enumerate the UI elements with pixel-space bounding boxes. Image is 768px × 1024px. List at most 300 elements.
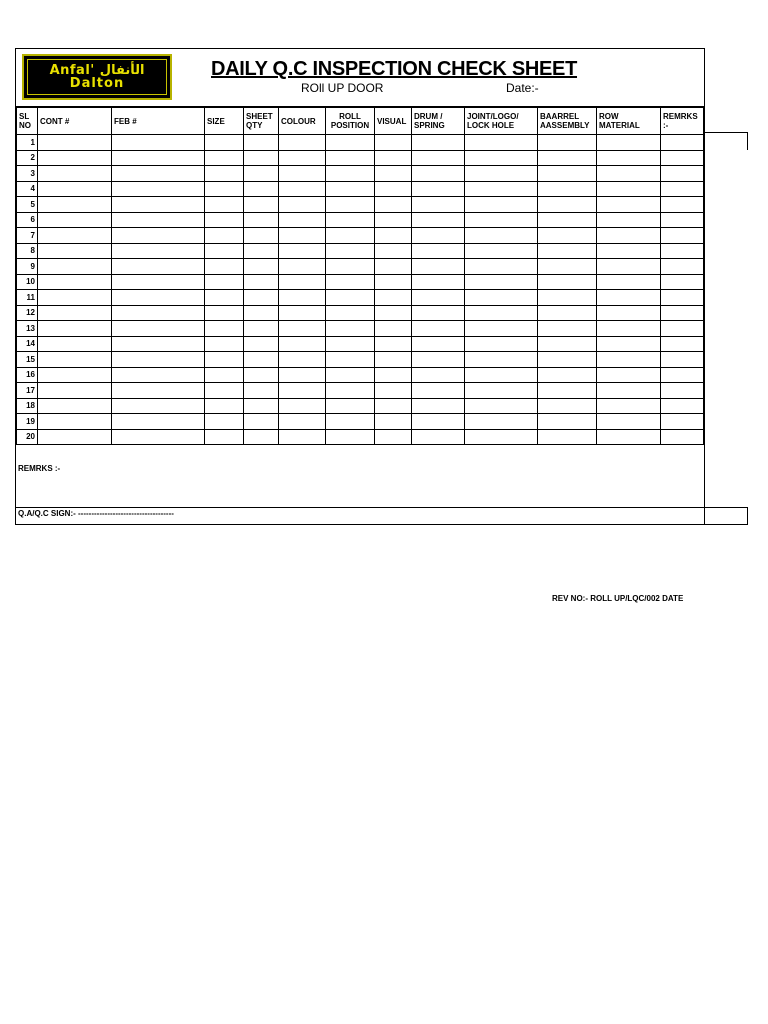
table-cell[interactable] <box>279 336 326 352</box>
table-cell[interactable] <box>412 290 465 306</box>
table-cell[interactable] <box>538 383 597 399</box>
col-header-roll-position: ROLL POSITION <box>326 108 375 135</box>
table-cell[interactable] <box>326 197 375 213</box>
table-cell[interactable] <box>279 367 326 383</box>
table-cell[interactable] <box>661 135 704 151</box>
table-cell[interactable] <box>326 150 375 166</box>
table-cell[interactable] <box>326 414 375 430</box>
table-cell[interactable] <box>538 243 597 259</box>
qa-qc-sign-row[interactable] <box>15 507 748 525</box>
table-cell[interactable] <box>38 290 112 306</box>
table-cell[interactable] <box>412 398 465 414</box>
table-row <box>17 367 704 383</box>
table-cell[interactable] <box>112 243 205 259</box>
table-cell[interactable] <box>38 305 112 321</box>
table-cell[interactable] <box>326 228 375 244</box>
col-header-remarks: REMRKS :- <box>661 108 704 135</box>
table-cell[interactable] <box>326 290 375 306</box>
table-cell[interactable] <box>279 243 326 259</box>
table-cell[interactable] <box>279 414 326 430</box>
table-cell[interactable] <box>326 243 375 259</box>
table-cell[interactable] <box>279 305 326 321</box>
sign-label: Q.A/Q.C SIGN:- <box>18 509 76 518</box>
table-cell[interactable] <box>597 166 661 182</box>
table-cell[interactable] <box>279 321 326 337</box>
row-serial-number: 13 <box>17 321 38 337</box>
table-cell[interactable] <box>244 181 279 197</box>
table-cell[interactable] <box>279 228 326 244</box>
table-cell[interactable] <box>597 414 661 430</box>
table-cell[interactable] <box>38 352 112 368</box>
table-cell[interactable] <box>38 383 112 399</box>
table-cell[interactable] <box>112 228 205 244</box>
table-cell[interactable] <box>244 305 279 321</box>
table-cell[interactable] <box>597 259 661 275</box>
table-cell[interactable] <box>465 150 538 166</box>
row-serial-number: 12 <box>17 305 38 321</box>
table-cell[interactable] <box>38 274 112 290</box>
table-cell[interactable] <box>279 135 326 151</box>
table-cell[interactable] <box>412 274 465 290</box>
table-cell[interactable] <box>205 197 244 213</box>
table-cell[interactable] <box>375 150 412 166</box>
table-cell[interactable] <box>465 290 538 306</box>
table-cell[interactable] <box>112 274 205 290</box>
table-cell[interactable] <box>279 212 326 228</box>
table-cell[interactable] <box>661 243 704 259</box>
table-cell[interactable] <box>205 135 244 151</box>
col-header-feb: FEB # <box>112 108 205 135</box>
table-cell[interactable] <box>375 274 412 290</box>
table-cell[interactable] <box>244 274 279 290</box>
table-header-row <box>17 108 704 135</box>
table-cell[interactable] <box>597 150 661 166</box>
table-cell[interactable] <box>244 197 279 213</box>
table-cell[interactable] <box>597 352 661 368</box>
table-cell[interactable] <box>375 352 412 368</box>
table-cell[interactable] <box>375 181 412 197</box>
table-cell[interactable] <box>465 135 538 151</box>
table-cell[interactable] <box>244 290 279 306</box>
col-header-sl-no: SL NO <box>17 108 38 135</box>
table-cell[interactable] <box>412 352 465 368</box>
table-cell[interactable] <box>412 166 465 182</box>
table-cell[interactable] <box>661 336 704 352</box>
table-cell[interactable] <box>375 135 412 151</box>
table-cell[interactable] <box>661 259 704 275</box>
table-cell[interactable] <box>279 383 326 399</box>
table-cell[interactable] <box>112 429 205 445</box>
table-cell[interactable] <box>244 259 279 275</box>
table-cell[interactable] <box>326 352 375 368</box>
table-row <box>17 352 704 368</box>
table-cell[interactable] <box>597 197 661 213</box>
table-cell[interactable] <box>538 228 597 244</box>
table-cell[interactable] <box>112 414 205 430</box>
table-cell[interactable] <box>112 290 205 306</box>
table-cell[interactable] <box>38 398 112 414</box>
table-cell[interactable] <box>465 228 538 244</box>
table-cell[interactable] <box>465 181 538 197</box>
table-cell[interactable] <box>538 290 597 306</box>
table-cell[interactable] <box>38 181 112 197</box>
row-serial-number: 3 <box>17 166 38 182</box>
table-cell[interactable] <box>538 274 597 290</box>
table-cell[interactable] <box>538 150 597 166</box>
table-row <box>17 336 704 352</box>
row-serial-number: 5 <box>17 197 38 213</box>
table-cell[interactable] <box>279 274 326 290</box>
row-serial-number: 16 <box>17 367 38 383</box>
col-header-visual: VISUAL <box>375 108 412 135</box>
table-cell[interactable] <box>412 135 465 151</box>
sheet-header <box>16 49 704 107</box>
table-cell[interactable] <box>661 197 704 213</box>
col-header-size: SIZE <box>205 108 244 135</box>
table-cell[interactable] <box>279 259 326 275</box>
table-cell[interactable] <box>375 367 412 383</box>
table-cell[interactable] <box>205 290 244 306</box>
table-cell[interactable] <box>661 367 704 383</box>
table-cell[interactable] <box>661 166 704 182</box>
table-cell[interactable] <box>112 352 205 368</box>
table-cell[interactable] <box>412 197 465 213</box>
table-cell[interactable] <box>465 166 538 182</box>
table-cell[interactable] <box>597 181 661 197</box>
table-cell[interactable] <box>661 321 704 337</box>
row-serial-number: 10 <box>17 274 38 290</box>
table-cell[interactable] <box>38 243 112 259</box>
col-header-sheet-qty: SHEET QTY <box>244 108 279 135</box>
table-cell[interactable] <box>412 305 465 321</box>
table-cell[interactable] <box>661 228 704 244</box>
table-cell[interactable] <box>112 305 205 321</box>
table-row <box>17 398 704 414</box>
table-cell[interactable] <box>412 243 465 259</box>
table-cell[interactable] <box>375 321 412 337</box>
table-cell[interactable] <box>326 321 375 337</box>
table-cell[interactable] <box>597 383 661 399</box>
table-cell[interactable] <box>375 197 412 213</box>
table-cell[interactable] <box>597 321 661 337</box>
sheet-subtitle: ROll UP DOOR <box>301 81 384 95</box>
table-cell[interactable] <box>244 367 279 383</box>
table-cell[interactable] <box>205 336 244 352</box>
table-cell[interactable] <box>112 212 205 228</box>
table-cell[interactable] <box>597 135 661 151</box>
col-header-drum-spring: DRUM / SPRING <box>412 108 465 135</box>
table-cell[interactable] <box>412 259 465 275</box>
table-cell[interactable] <box>538 352 597 368</box>
table-row <box>17 166 704 182</box>
table-cell[interactable] <box>326 336 375 352</box>
table-cell[interactable] <box>326 259 375 275</box>
table-cell[interactable] <box>412 321 465 337</box>
table-row <box>17 274 704 290</box>
table-cell[interactable] <box>244 321 279 337</box>
table-cell[interactable] <box>326 166 375 182</box>
table-cell[interactable] <box>38 321 112 337</box>
table-cell[interactable] <box>205 166 244 182</box>
table-cell[interactable] <box>412 367 465 383</box>
table-cell[interactable] <box>375 259 412 275</box>
table-cell[interactable] <box>205 352 244 368</box>
table-cell[interactable] <box>205 398 244 414</box>
table-cell[interactable] <box>326 274 375 290</box>
table-cell[interactable] <box>412 429 465 445</box>
table-cell[interactable] <box>205 305 244 321</box>
table-cell[interactable] <box>661 305 704 321</box>
table-cell[interactable] <box>205 429 244 445</box>
table-cell[interactable] <box>465 259 538 275</box>
table-cell[interactable] <box>597 212 661 228</box>
table-cell[interactable] <box>661 429 704 445</box>
table-cell[interactable] <box>112 383 205 399</box>
table-cell[interactable] <box>244 135 279 151</box>
table-cell[interactable] <box>375 414 412 430</box>
row-serial-number: 18 <box>17 398 38 414</box>
table-cell[interactable] <box>326 429 375 445</box>
table-cell[interactable] <box>326 367 375 383</box>
row-serial-number: 15 <box>17 352 38 368</box>
table-cell[interactable] <box>465 305 538 321</box>
table-cell[interactable] <box>112 135 205 151</box>
table-cell[interactable] <box>205 243 244 259</box>
col-header-joint-logo-lock-hole: JOINT/LOGO/ LOCK HOLE <box>465 108 538 135</box>
table-cell[interactable] <box>279 150 326 166</box>
company-logo <box>22 54 172 100</box>
row-serial-number: 2 <box>17 150 38 166</box>
table-cell[interactable] <box>412 150 465 166</box>
table-cell[interactable] <box>279 197 326 213</box>
table-cell[interactable] <box>205 383 244 399</box>
table-cell[interactable] <box>465 367 538 383</box>
table-cell[interactable] <box>112 150 205 166</box>
table-cell[interactable] <box>465 321 538 337</box>
table-cell[interactable] <box>538 166 597 182</box>
table-cell[interactable] <box>244 352 279 368</box>
table-cell[interactable] <box>279 352 326 368</box>
table-cell[interactable] <box>661 274 704 290</box>
col-header-row-material: ROW MATERIAL <box>597 108 661 135</box>
row-serial-number: 17 <box>17 383 38 399</box>
table-cell[interactable] <box>38 414 112 430</box>
table-cell[interactable] <box>375 166 412 182</box>
table-cell[interactable] <box>538 367 597 383</box>
table-cell[interactable] <box>597 429 661 445</box>
sign-line: ------------------------------------ <box>78 509 174 518</box>
revision-number: REV NO:- ROLL UP/LQC/002 DATE <box>552 594 684 603</box>
table-cell[interactable] <box>38 135 112 151</box>
col-header-cont: CONT # <box>38 108 112 135</box>
table-cell[interactable] <box>538 336 597 352</box>
table-cell[interactable] <box>661 383 704 399</box>
sheet-title: DAILY Q.C INSPECTION CHECK SHEET <box>211 58 578 80</box>
table-cell[interactable] <box>244 383 279 399</box>
table-cell[interactable] <box>38 367 112 383</box>
table-cell[interactable] <box>244 398 279 414</box>
table-cell[interactable] <box>112 321 205 337</box>
table-cell[interactable] <box>375 290 412 306</box>
table-cell[interactable] <box>244 228 279 244</box>
table-cell[interactable] <box>205 150 244 166</box>
table-cell[interactable] <box>597 336 661 352</box>
table-cell[interactable] <box>38 228 112 244</box>
table-cell[interactable] <box>661 414 704 430</box>
table-cell[interactable] <box>244 243 279 259</box>
table-cell[interactable] <box>38 259 112 275</box>
table-cell[interactable] <box>205 228 244 244</box>
table-cell[interactable] <box>112 398 205 414</box>
table-cell[interactable] <box>597 290 661 306</box>
table-cell[interactable] <box>205 259 244 275</box>
table-cell[interactable] <box>538 135 597 151</box>
table-cell[interactable] <box>661 150 704 166</box>
table-row <box>17 228 704 244</box>
table-cell[interactable] <box>412 414 465 430</box>
row-serial-number: 20 <box>17 429 38 445</box>
table-cell[interactable] <box>465 383 538 399</box>
table-row <box>17 290 704 306</box>
table-cell[interactable] <box>38 150 112 166</box>
sign-row-divider <box>704 508 705 524</box>
table-cell[interactable] <box>465 398 538 414</box>
table-cell[interactable] <box>112 336 205 352</box>
table-cell[interactable] <box>597 274 661 290</box>
table-cell[interactable] <box>412 181 465 197</box>
table-cell[interactable] <box>597 367 661 383</box>
table-cell[interactable] <box>244 414 279 430</box>
table-cell[interactable] <box>326 212 375 228</box>
table-cell[interactable] <box>412 383 465 399</box>
table-cell[interactable] <box>597 228 661 244</box>
table-cell[interactable] <box>205 414 244 430</box>
table-cell[interactable] <box>112 181 205 197</box>
table-cell[interactable] <box>326 305 375 321</box>
table-cell[interactable] <box>38 212 112 228</box>
remarks-area[interactable] <box>16 463 704 508</box>
table-cell[interactable] <box>244 429 279 445</box>
table-cell[interactable] <box>465 414 538 430</box>
table-row <box>17 243 704 259</box>
table-cell[interactable] <box>465 274 538 290</box>
table-cell[interactable] <box>465 429 538 445</box>
table-cell[interactable] <box>538 181 597 197</box>
table-cell[interactable] <box>205 321 244 337</box>
inspection-table <box>16 107 704 445</box>
row-serial-number: 11 <box>17 290 38 306</box>
logo-text-line1: Anfal' الأنفال <box>49 63 145 78</box>
table-row <box>17 181 704 197</box>
row-serial-number: 7 <box>17 228 38 244</box>
table-cell[interactable] <box>375 243 412 259</box>
table-cell[interactable] <box>465 352 538 368</box>
table-cell[interactable] <box>538 197 597 213</box>
table-cell[interactable] <box>375 398 412 414</box>
table-cell[interactable] <box>375 228 412 244</box>
table-cell[interactable] <box>244 150 279 166</box>
table-cell[interactable] <box>661 352 704 368</box>
col-header-barrel-assembly: BAARREL AASSEMBLY <box>538 108 597 135</box>
table-cell[interactable] <box>112 197 205 213</box>
table-cell[interactable] <box>326 398 375 414</box>
table-cell[interactable] <box>326 135 375 151</box>
table-cell[interactable] <box>538 321 597 337</box>
table-cell[interactable] <box>244 336 279 352</box>
table-cell[interactable] <box>597 243 661 259</box>
table-cell[interactable] <box>38 336 112 352</box>
table-cell[interactable] <box>465 197 538 213</box>
table-cell[interactable] <box>112 367 205 383</box>
table-cell[interactable] <box>279 398 326 414</box>
table-cell[interactable] <box>538 259 597 275</box>
row-serial-number: 8 <box>17 243 38 259</box>
table-cell[interactable] <box>38 197 112 213</box>
table-cell[interactable] <box>205 212 244 228</box>
table-cell[interactable] <box>661 212 704 228</box>
table-cell[interactable] <box>538 212 597 228</box>
table-cell[interactable] <box>538 398 597 414</box>
col-header-colour: COLOUR <box>279 108 326 135</box>
table-cell[interactable] <box>112 259 205 275</box>
table-cell[interactable] <box>326 181 375 197</box>
remarks-label: REMRKS :- <box>18 464 61 473</box>
table-cell[interactable] <box>465 243 538 259</box>
table-cell[interactable] <box>661 181 704 197</box>
table-cell[interactable] <box>597 398 661 414</box>
table-cell[interactable] <box>375 429 412 445</box>
table-row <box>17 321 704 337</box>
row-serial-number: 4 <box>17 181 38 197</box>
table-cell[interactable] <box>538 305 597 321</box>
table-cell[interactable] <box>375 305 412 321</box>
table-cell[interactable] <box>597 305 661 321</box>
table-cell[interactable] <box>279 166 326 182</box>
table-cell[interactable] <box>279 181 326 197</box>
table-cell[interactable] <box>412 212 465 228</box>
table-cell[interactable] <box>538 414 597 430</box>
table-cell[interactable] <box>279 429 326 445</box>
table-cell[interactable] <box>412 336 465 352</box>
table-cell[interactable] <box>538 429 597 445</box>
table-cell[interactable] <box>375 212 412 228</box>
table-cell[interactable] <box>326 383 375 399</box>
table-row <box>17 150 704 166</box>
table-cell[interactable] <box>375 336 412 352</box>
table-row <box>17 429 704 445</box>
table-cell[interactable] <box>661 290 704 306</box>
table-row <box>17 414 704 430</box>
table-cell[interactable] <box>244 166 279 182</box>
table-row <box>17 259 704 275</box>
table-cell[interactable] <box>205 181 244 197</box>
table-row <box>17 383 704 399</box>
table-cell[interactable] <box>661 398 704 414</box>
table-cell[interactable] <box>412 228 465 244</box>
table-cell[interactable] <box>244 212 279 228</box>
table-cell[interactable] <box>465 212 538 228</box>
table-cell[interactable] <box>205 367 244 383</box>
table-cell[interactable] <box>112 166 205 182</box>
table-cell[interactable] <box>279 290 326 306</box>
logo-text-line2: Dalton <box>69 76 125 91</box>
table-cell[interactable] <box>205 274 244 290</box>
row-serial-number: 1 <box>17 135 38 151</box>
table-cell[interactable] <box>375 383 412 399</box>
table-cell[interactable] <box>38 166 112 182</box>
table-cell[interactable] <box>38 429 112 445</box>
table-cell[interactable] <box>465 336 538 352</box>
